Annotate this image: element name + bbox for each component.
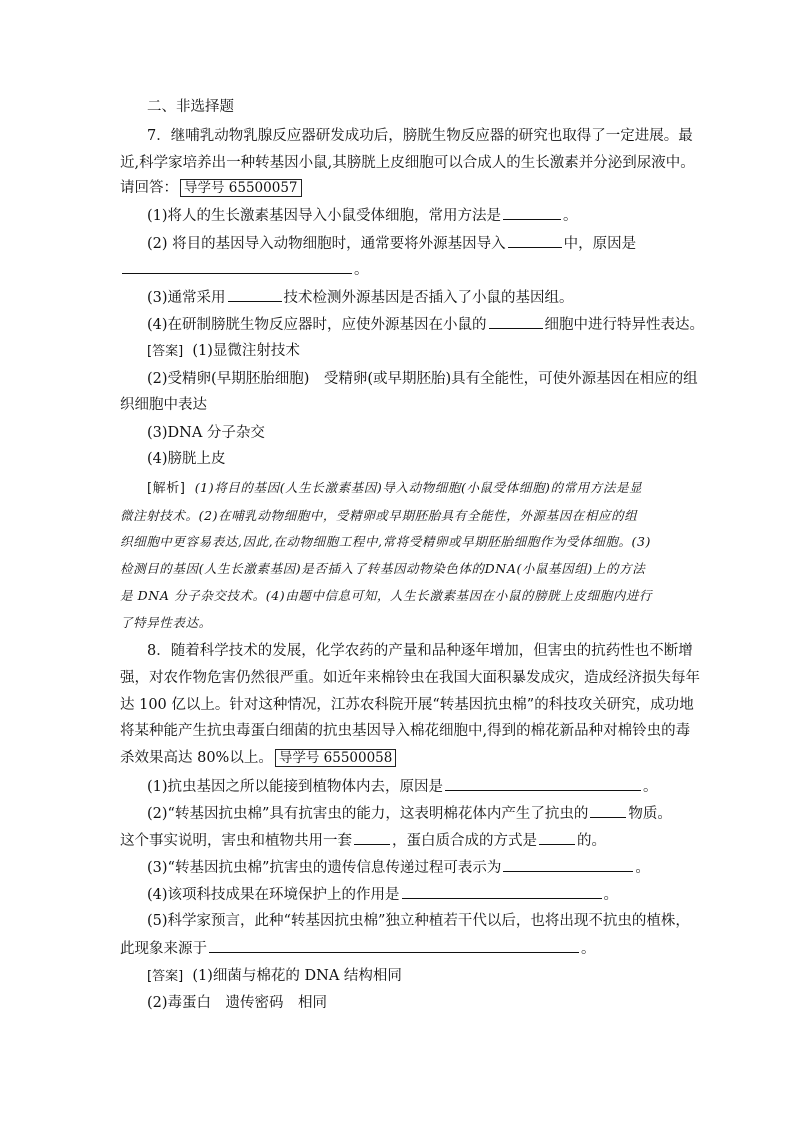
q8-guide-number: 导学号 65500058	[275, 749, 397, 767]
q7-sub-1-text: (1)将人的生长激素基因导入小鼠受体细胞，常用方法是	[147, 208, 502, 224]
q8-sub-2-cont	[120, 830, 680, 851]
q8-sub-2-text: (2)“转基因抗虫棉”具有抗害虫的能力，这表明棉花体内产生了抗虫的	[147, 806, 589, 822]
q8-sub-5: (5)科学家预言，此种“转基因抗虫棉”独立种植若干代以后，也将出现不抗虫的植株，	[147, 913, 690, 929]
q7-sub-2-text: (2) 将目的基因导入动物细胞时，通常要将外源基因导入	[147, 236, 506, 252]
answer-blank[interactable]	[122, 259, 352, 274]
answer-blank[interactable]	[539, 830, 575, 845]
q8-stem-line-1: 8．随着科学技术的发展，化学农药的产量和品种逐年增加，但害虫的抗药性也不断增	[147, 643, 693, 659]
answer-blank[interactable]	[209, 938, 579, 953]
q8-sub-2-text-b: 物质。	[628, 806, 672, 822]
q8-stem-line-4: 将某种能产生抗虫毒蛋白细菌的抗虫基因导入棉花细胞中,得到的棉花新品种对棉铃虫的毒	[120, 723, 691, 739]
answer-blank[interactable]	[445, 776, 641, 791]
explanation-tag: [解析]	[147, 481, 186, 496]
q8-sub-4	[147, 884, 707, 905]
q7-sub-2	[147, 233, 707, 254]
q7-answer-4: (4)膀胱上皮	[147, 451, 226, 467]
q7-explanation-5: 是 DNA 分子杂交技术。(4)由题中信息可知，人生长激素基因在小鼠的膀胱上皮细胞内进行	[120, 588, 653, 603]
q7-explanation-2: 微注射技术。(2)在哺乳动物细胞中，受精卵或早期胚胎具有全能性，外源基因在相应的组	[120, 508, 638, 523]
answer-blank[interactable]	[503, 205, 561, 220]
q8-sub-3-end: 。	[635, 860, 650, 876]
q7-sub-4	[147, 314, 707, 335]
q7-sub-1-end: 。	[563, 208, 578, 224]
answer-blank[interactable]	[354, 830, 390, 845]
q7-answer-1	[147, 341, 707, 362]
q8-sub-5-text-b: 此现象来源于	[120, 941, 207, 957]
q7-explanation-6: 了特异性表达。	[120, 615, 212, 630]
answer-blank[interactable]	[402, 884, 602, 899]
q7-prompt: 请回答：	[120, 180, 178, 196]
answer-tag: [答案]	[147, 969, 184, 984]
q7-answer-2a: (2)受精卵(早期胚胎细胞) 受精卵(或早期胚胎)具有全能性，可使外源基因在相应的组	[147, 371, 698, 387]
q7-sub-4-text: (4)在研制膀胱生物反应器时，应使外源基因在小鼠的	[147, 317, 487, 333]
section-heading: 二、非选择题	[147, 99, 234, 115]
q7-sub-2-end: 。	[354, 262, 369, 278]
q8-sub-1-end: 。	[643, 779, 658, 795]
q7-explanation-4: 检测目的基因(人生长激素基因)是否插入了转基因动物染色体的DNA(小鼠基因组)上的方法	[120, 561, 646, 576]
q7-sub-3-text-b: 技术检测外源基因是否插入了小鼠的基因组。	[283, 290, 574, 306]
q7-explanation-1	[147, 478, 707, 499]
q7-sub-3	[147, 287, 707, 308]
q7-sub-2-cont	[120, 259, 680, 280]
q7-sub-3-text: (3)通常采用	[147, 290, 226, 306]
q8-sub-5-cont	[120, 938, 680, 959]
q8-answer-2: (2)毒蛋白 遗传密码 相同	[147, 995, 328, 1011]
q7-sub-1	[147, 205, 707, 226]
q8-sub-2-text-c: 这个事实说明，害虫和植物共用一套	[120, 833, 352, 849]
q8-stem-line-3: 达 100 亿以上。针对这种情况，江苏农科院开展“转基因抗虫棉”的科技攻关研究，成功地	[120, 697, 694, 713]
answer-blank[interactable]	[489, 314, 543, 329]
q8-sub-1-text: (1)抗虫基因之所以能接到植物体内去，原因是	[147, 779, 444, 795]
q8-sub-4-end: 。	[603, 887, 619, 903]
q7-stem-line-1: 7．继哺乳动物乳腺反应器研发成功后，膀胱生物反应器的研究也取得了一定进展。最	[147, 128, 693, 144]
q7-stem-line-3	[120, 178, 680, 198]
q8-sub-3	[147, 857, 707, 878]
answer-blank[interactable]	[503, 857, 633, 872]
q7-explanation-3: 织细胞中更容易表达,因此,在动物细胞工程中,常将受精卵或早期胚胎细胞作为受体细胞。(3)	[120, 534, 652, 549]
q8-answer-1	[147, 966, 707, 987]
q7-guide-number: 导学号 65500057	[180, 179, 302, 197]
q8-stem-line-2: 强，对农作物危害仍然很严重。如近年来棉铃虫在我国大面积暴发成灾，造成经济损失每年	[120, 670, 700, 686]
answer-blank[interactable]	[590, 803, 626, 818]
q8-stem-line-5-text: 杀效果高达 80%以上。	[120, 750, 273, 766]
q8-sub-2-text-d: ，蛋白质合成的方式是	[392, 833, 537, 849]
q7-answer-1-text: (1)显微注射技术	[192, 343, 300, 359]
answer-tag: [答案]	[147, 344, 184, 359]
q7-sub-4-text-b: 细胞中进行特异性表达。	[544, 317, 705, 333]
q7-stem-line-2: 近,科学家培养出一种转基因小鼠,其膀胱上皮细胞可以合成人的生长激素并分泌到尿液中。	[120, 155, 695, 171]
q8-sub-2-end: 的。	[577, 833, 606, 849]
q7-answer-2b: 织细胞中表达	[120, 397, 207, 413]
q7-explanation-1-text: (1)将目的基因(人生长激素基因)导入动物细胞(小鼠受体细胞)的常用方法是显	[194, 480, 643, 495]
q8-sub-1	[147, 776, 707, 797]
answer-blank[interactable]	[228, 287, 282, 302]
q7-answer-3: (3)DNA 分子杂交	[147, 425, 265, 441]
q8-stem-line-5	[120, 748, 680, 768]
q8-sub-2	[147, 803, 707, 824]
q7-sub-2-text-b: 中，原因是	[563, 236, 637, 252]
q8-sub-3-text: (3)“转基因抗虫棉”抗害虫的遗传信息传递过程可表示为	[147, 860, 502, 876]
q8-sub-5-end: 。	[581, 941, 596, 957]
answer-blank[interactable]	[508, 233, 562, 248]
q8-sub-4-text: (4)该项科技成果在环境保护上的作用是	[147, 887, 400, 903]
q8-answer-1-text: (1)细菌与棉花的 DNA 结构相同	[192, 968, 402, 984]
